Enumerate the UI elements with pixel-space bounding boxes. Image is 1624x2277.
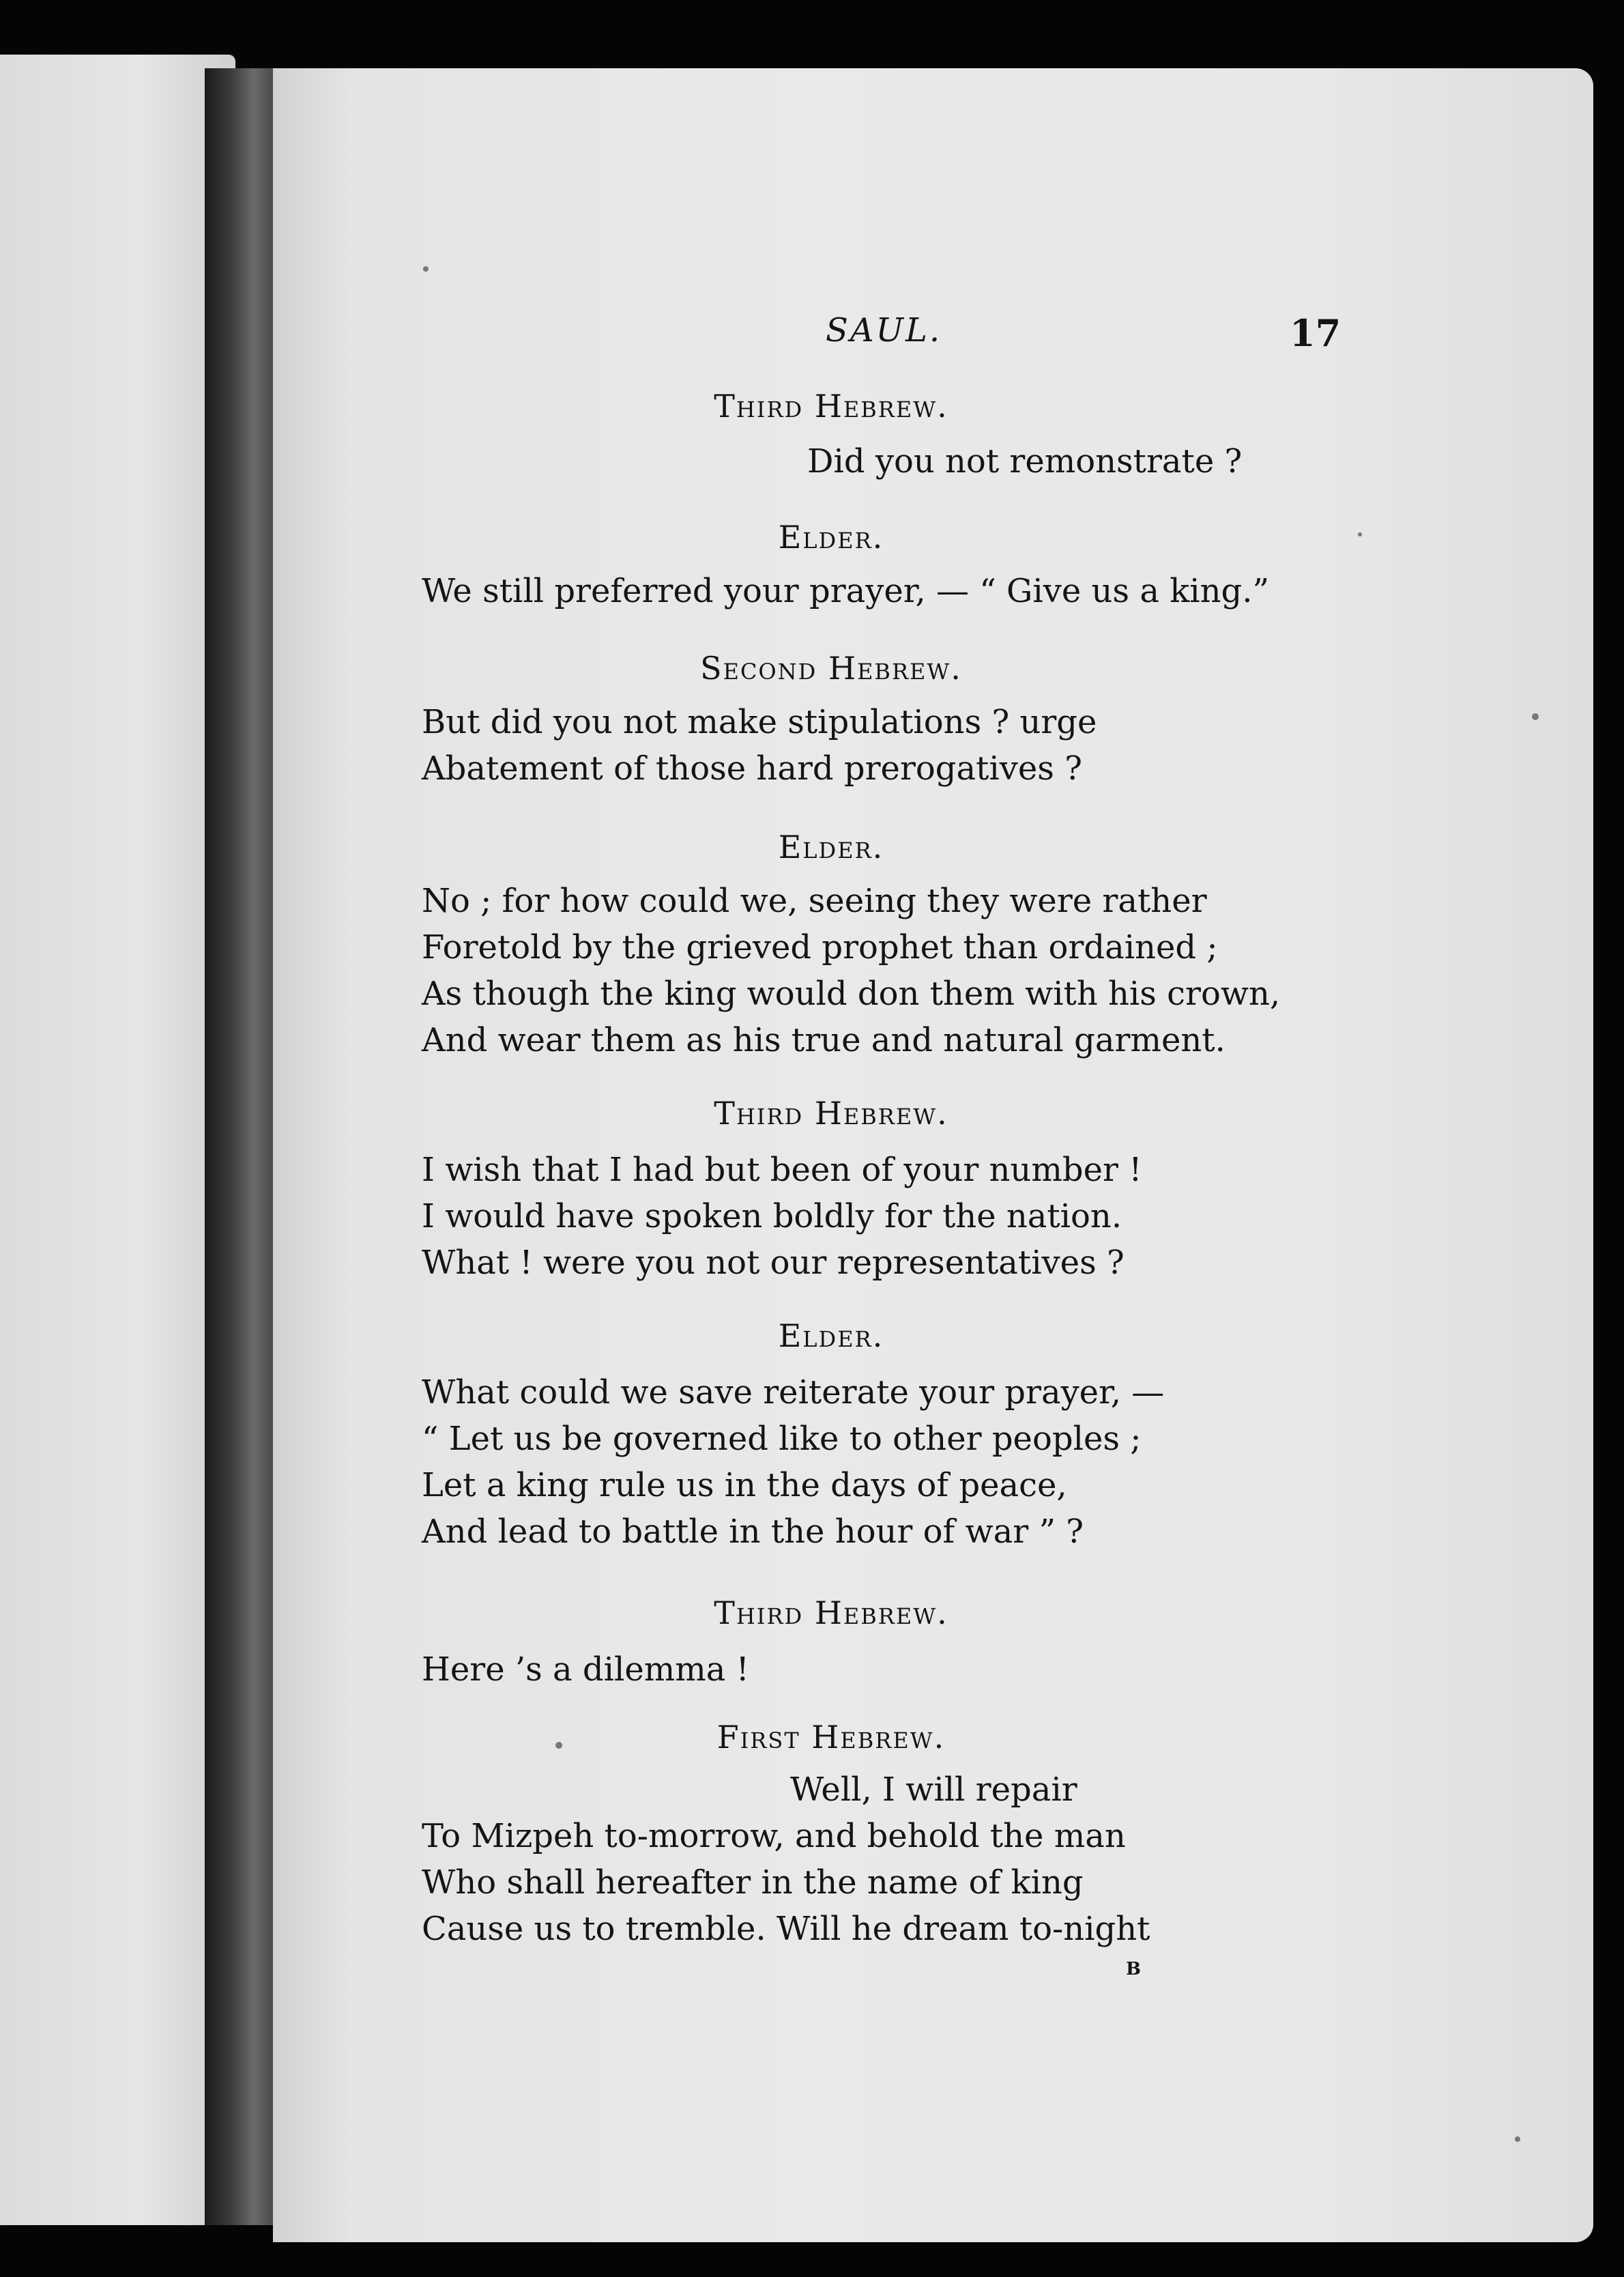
verse-line: What ! were you not our representatives ? — [422, 1244, 1125, 1282]
verse-line: Did you not remonstrate ? — [807, 442, 1243, 481]
verse-line: I would have spoken boldly for the nation. — [422, 1197, 1122, 1235]
speaker-heading: First Hebrew. — [716, 1719, 946, 1756]
speaker-heading: Third Hebrew. — [714, 1095, 948, 1132]
speaker-heading: Elder. — [778, 519, 884, 556]
verse-line: Who shall hereafter in the name of king — [422, 1863, 1084, 1902]
verse-line: No ; for how could we, seeing they were rather — [422, 882, 1207, 920]
speaker-heading: Third Hebrew. — [714, 1594, 948, 1631]
scan-speck — [1515, 2136, 1520, 2142]
speaker-heading: Third Hebrew. — [714, 388, 948, 425]
scan-speck — [423, 266, 429, 272]
book-page — [273, 68, 1593, 2242]
verse-line: “ Let us be governed like to other peoples ; — [422, 1420, 1142, 1458]
verse-line: What could we save reiterate your prayer, — — [422, 1373, 1165, 1412]
verse-line: And lead to battle in the hour of war ” ? — [422, 1513, 1084, 1551]
verse-line: Abatement of those hard prerogatives ? — [422, 749, 1082, 788]
verse-line: Here ’s a dilemma ! — [422, 1650, 749, 1689]
speaker-heading: Elder. — [778, 1317, 884, 1354]
facing-page-edge — [0, 55, 235, 2225]
verse-line: Cause us to tremble. Will he dream to-night — [422, 1910, 1150, 1948]
speaker-heading: Elder. — [778, 829, 884, 865]
verse-line: But did you not make stipulations ? urge — [422, 703, 1097, 741]
verse-line: Foretold by the grieved prophet than ordained ; — [422, 928, 1218, 966]
verse-line: To Mizpeh to-morrow, and behold the man — [422, 1817, 1126, 1855]
running-title: SAUL. — [826, 311, 942, 349]
printer-signature-mark: B — [1126, 1959, 1141, 1979]
verse-line: I wish that I had but been of your number ! — [422, 1151, 1142, 1189]
scan-speck — [1358, 532, 1362, 536]
verse-line: As though the king would don them with his crown, — [422, 975, 1281, 1013]
scan-speck — [1532, 713, 1539, 720]
verse-line: Well, I will repair — [790, 1771, 1077, 1809]
verse-line: We still preferred your prayer, — “ Give us a king.” — [422, 572, 1270, 610]
scan-speck — [555, 1742, 562, 1749]
verse-line: And wear them as his true and natural garment. — [422, 1021, 1226, 1059]
speaker-heading: Second Hebrew. — [700, 650, 962, 687]
page-number: 17 — [1290, 311, 1342, 355]
verse-line: Let a king rule us in the days of peace, — [422, 1466, 1067, 1504]
